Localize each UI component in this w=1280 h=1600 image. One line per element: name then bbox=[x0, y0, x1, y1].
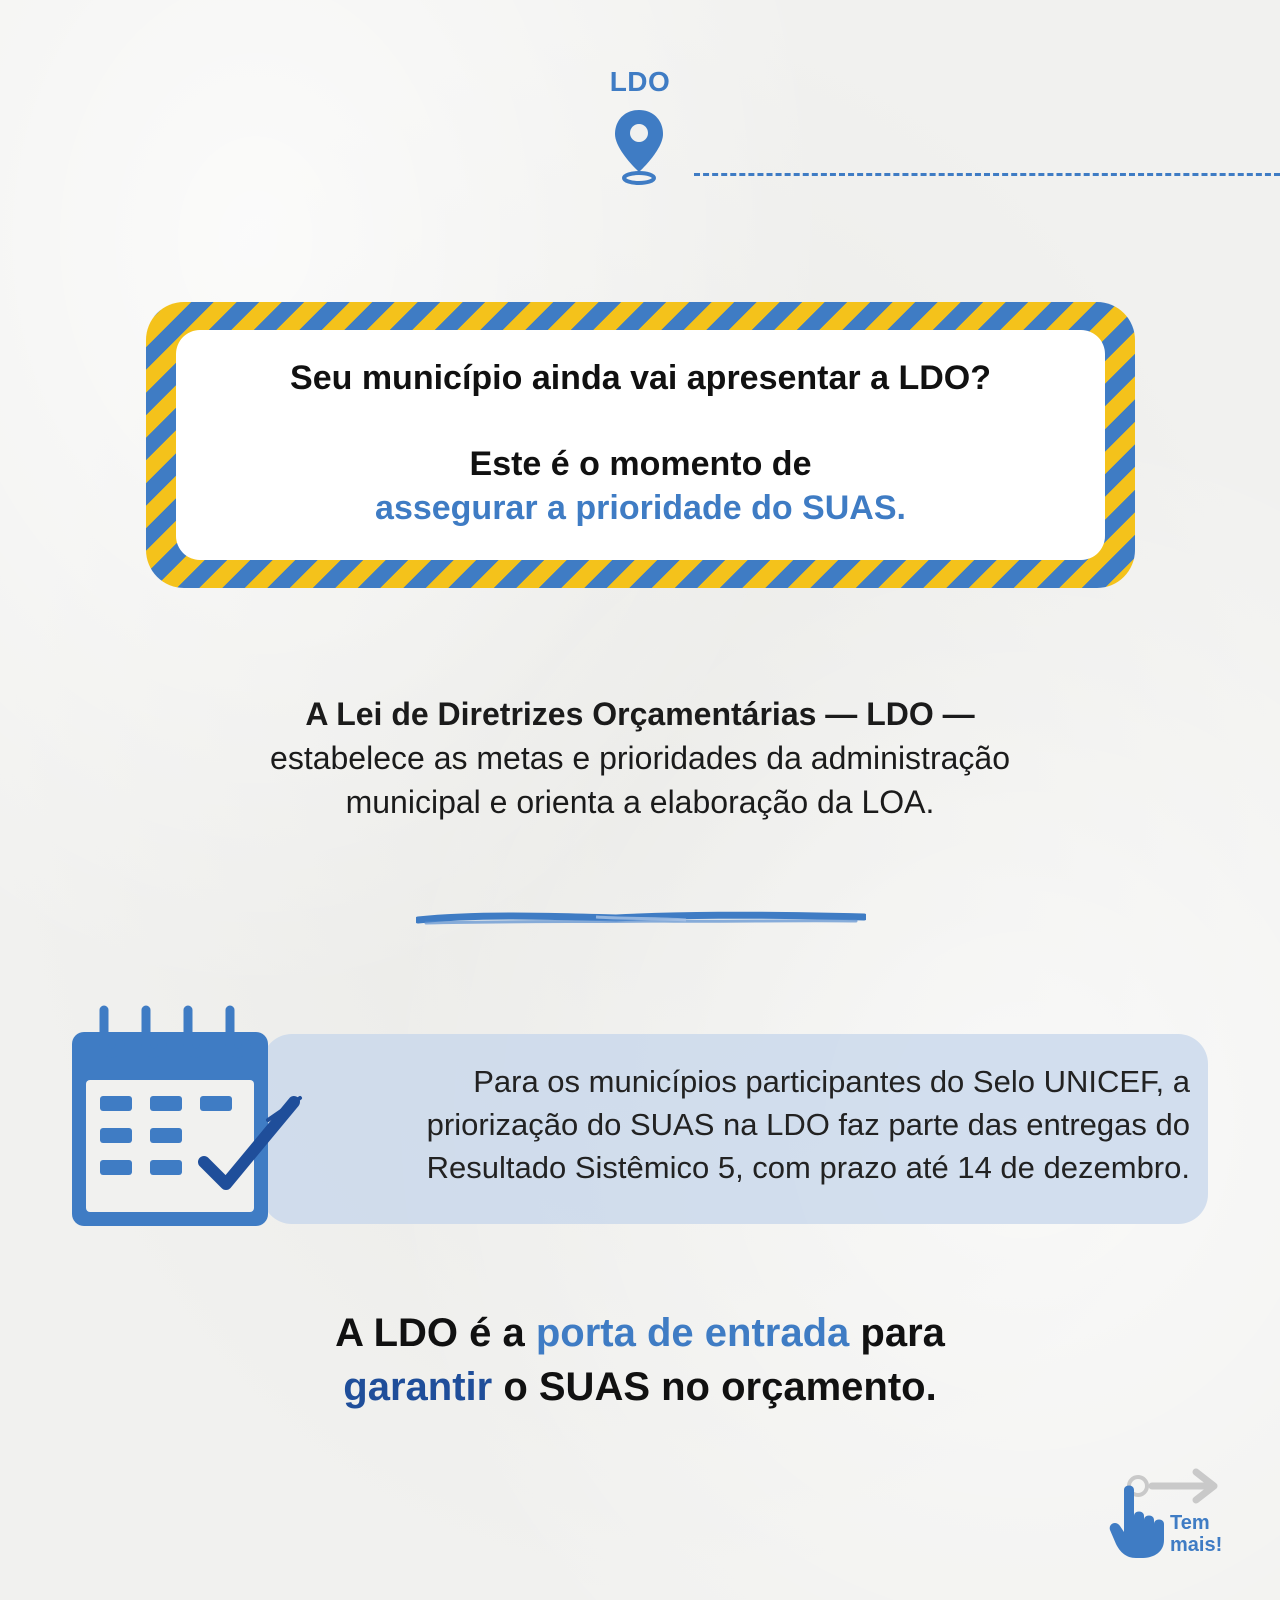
calendar-check-icon bbox=[68, 1004, 318, 1230]
closing-text: para bbox=[849, 1311, 945, 1355]
definition-title: A Lei de Diretrizes Orçamentárias — LDO — bbox=[305, 696, 975, 732]
closing-text: o SUAS no orçamento. bbox=[492, 1365, 937, 1409]
closing-highlight-guarantee: garantir bbox=[343, 1365, 493, 1409]
callout-inner bbox=[176, 330, 1105, 560]
callout-answer: Este é o momento de bbox=[469, 445, 812, 483]
more-line-1: Tem bbox=[1170, 1512, 1210, 1534]
notice-line: priorização do SUAS na LDO faz parte das entregas do bbox=[426, 1107, 1190, 1142]
callout-highlight: assegurar a prioridade do SUAS. bbox=[375, 489, 906, 527]
callout-question: Seu município ainda vai apresentar a LDO? bbox=[290, 359, 991, 397]
ldo-definition bbox=[180, 692, 1100, 824]
swipe-hand-icon bbox=[1108, 1480, 1170, 1560]
definition-line: municipal e orienta a elaboração da LOA. bbox=[345, 784, 935, 820]
closing-text: A LDO é a bbox=[335, 1311, 536, 1355]
more-line-2: mais! bbox=[1170, 1534, 1223, 1556]
timeline-dashed-line bbox=[694, 173, 1280, 176]
closing-highlight-entry: porta de entrada bbox=[535, 1311, 850, 1355]
marker-label: LDO bbox=[609, 66, 671, 97]
callout-box bbox=[146, 302, 1135, 588]
notice-line: Resultado Sistêmico 5, com prazo até 14 de dezembro. bbox=[426, 1150, 1190, 1185]
closing-statement bbox=[240, 1306, 1040, 1414]
brush-divider bbox=[416, 908, 866, 932]
more-label[interactable] bbox=[1170, 1512, 1240, 1556]
location-pin-icon bbox=[612, 108, 666, 186]
definition-line: estabelece as metas e prioridades da administração bbox=[270, 740, 1010, 776]
closing-line-2 bbox=[240, 1360, 1040, 1414]
notice-text bbox=[330, 1060, 1190, 1189]
closing-line-1 bbox=[240, 1306, 1040, 1360]
notice-line: Para os municípios participantes do Selo UNICEF, a bbox=[473, 1064, 1190, 1099]
